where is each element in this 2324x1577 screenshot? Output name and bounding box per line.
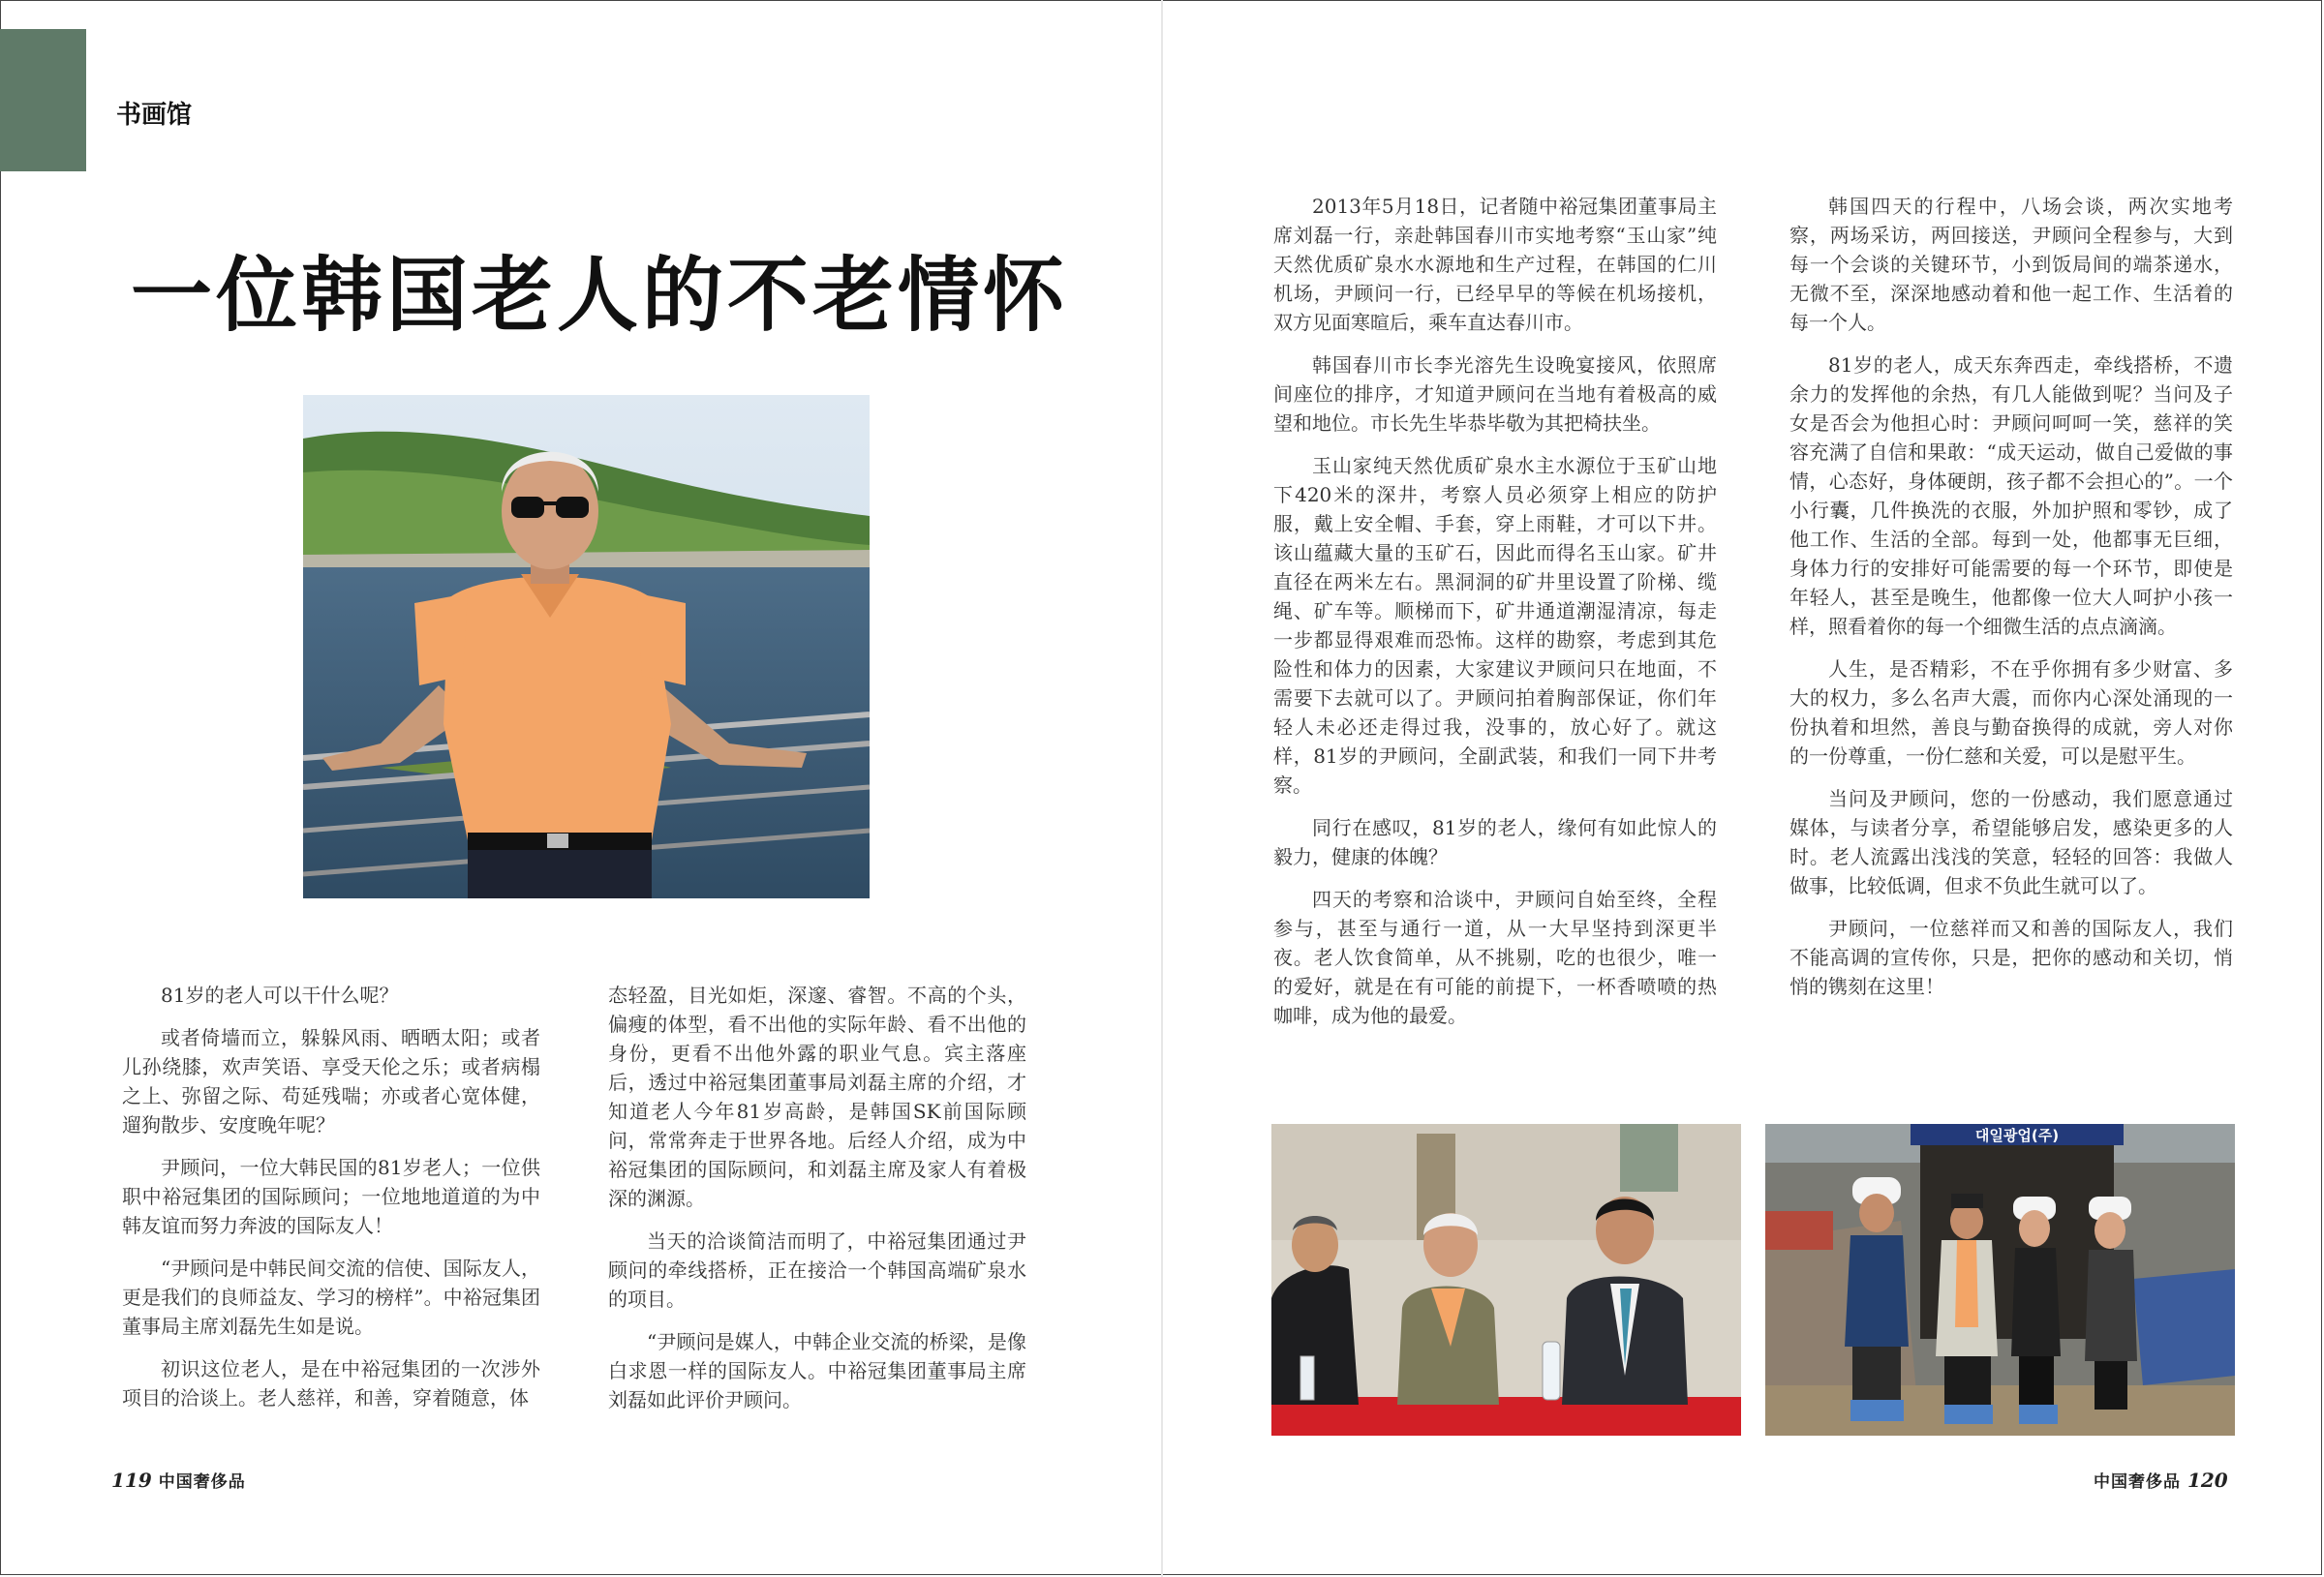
mine-sign-text: 대일광업(주)	[1974, 1127, 2060, 1144]
paragraph: 人生，是否精彩，不在乎你拥有多少财富、多大的权力，多么名声大震，而你内心深处涌现的一份执着和坦然，善良与勤奋换得的成就，旁人对你的一份尊重，一份仁慈和关爱，可以是慰平生。	[1789, 657, 2233, 768]
paragraph: 同行在感叹，81岁的老人，缘何有如此惊人的毅力，健康的体魄？	[1273, 816, 1717, 868]
mine-site-photo	[1765, 1124, 2235, 1436]
article-title: 一位韩国老人的不老情怀	[131, 247, 1069, 343]
right-column-2	[1789, 192, 2233, 1015]
footer-left	[111, 1468, 246, 1492]
paragraph: “尹顾问是中韩民间交流的信使、国际友人，更是我们的良师益友、学习的榜样”。中裕冠集团董事局主席刘磊先生如是说。	[122, 1257, 540, 1338]
paragraph: 当天的洽谈简洁而明了，中裕冠集团通过尹顾问的牵线搭桥，正在接洽一个韩国高端矿泉水的项目。	[608, 1229, 1026, 1311]
magazine-name: 中国奢侈品	[2094, 1472, 2181, 1492]
paragraph: “尹顾问是媒人，中韩企业交流的桥梁，是像白求恩一样的国际友人。中裕冠集团董事局主席刘磊如此评价尹顾问。	[608, 1330, 1026, 1411]
paragraph: 当问及尹顾问，您的一份感动，我们愿意通过媒体，与读者分享，希望能够启发，感染更多的人时。老人流露出浅浅的笑意，轻轻的回答：我做人做事，比较低调，但求不负此生就可以了。	[1789, 787, 2233, 897]
paragraph: 玉山家纯天然优质矿泉水主水源位于玉矿山地下420米的深井，考察人员必须穿上相应的防护服，戴上安全帽、手套，穿上雨鞋，才可以下井。该山蕴藏大量的玉矿石，因此而得名玉山家。矿井直径在两米左右。黑洞洞的矿井里设置了阶梯、缆绳、矿车等。顺梯而下，矿井通道潮湿清凉，每走一步都显得艰难而恐怖。这样的勘察，考虑到其危险性和体力的因素，大家建议尹顾问只在地面，不需要下去就可以了。尹顾问拍着胸部保证，你们年轻人未必还走得过我，没事的，放心好了。就这样，81岁的尹顾问，全副武装，和我们一同下井考察。	[1273, 454, 1717, 797]
paragraph: 2013年5月18日，记者随中裕冠集团董事局主席刘磊一行，亲赴韩国春川市实地考察“玉山家”纯天然优质矿泉水水源地和生产过程，在韩国的仁川机场，尹顾问一行，已经早早的等候在机场接机，双方见面寒暄后，乘车直达春川市。	[1273, 195, 1717, 334]
magazine-name: 中国奢侈品	[158, 1472, 246, 1492]
page-gutter	[1161, 0, 1163, 1577]
section-label: 书画馆	[116, 101, 193, 130]
page-number: 120	[2186, 1469, 2228, 1492]
paragraph: 初识这位老人，是在中裕冠集团的一次涉外项目的洽谈上。老人慈祥，和善，穿着随意，体	[122, 1357, 540, 1410]
paragraph: 四天的考察和洽谈中，尹顾问自始至终，全程参与，甚至与通行一道，从一大早坚持到深更半夜。老人饮食简单，从不挑剔，吃的也很少，唯一的爱好，就是在有可能的前提下，一杯香喷喷的热咖啡，成为他的最爱。	[1273, 888, 1717, 1027]
page-number: 119	[111, 1469, 152, 1492]
paragraph: 尹顾问，一位慈祥而又和善的国际友人，我们不能高调的宣传你，只是，把你的感动和关切，悄悄的镌刻在这里！	[1789, 917, 2233, 998]
paragraph: 韩国四天的行程中，八场会谈，两次实地考察，两场采访，两回接送，尹顾问全程参与，大到每一个会谈的关键环节，小到饭局间的端茶递水，无微不至，深深地感动着和他一起工作、生活着的每一个人。	[1789, 195, 2233, 334]
paragraph: 韩国春川市长李光溶先生设晚宴接风，依照席间座位的排序，才知道尹顾问在当地有着极高的威望和地位。市长先生毕恭毕敬为其把椅扶坐。	[1273, 353, 1717, 435]
paragraph: 或者倚墙而立，躲躲风雨、晒晒太阳；或者儿孙绕膝，欢声笑语、享受天伦之乐；或者病榻之上、弥留之际、苟延残喘；亦或者心宽体健，遛狗散步、安度晚年呢？	[122, 1026, 540, 1137]
left-column-1	[122, 981, 540, 1426]
section-color-tab	[0, 29, 86, 171]
paragraph: 尹顾问，一位大韩民国的81岁老人；一位供职中裕冠集团的国际顾问；一位地地道道的为中韩友谊而努力奔波的国际友人！	[122, 1156, 540, 1237]
portrait-photo	[303, 395, 870, 898]
right-column-1	[1273, 192, 1717, 1044]
paragraph: 81岁的老人，成天东奔西走，牵线搭桥，不遗余力的发挥他的余热，有几人能做到呢？当问及子女是否会为他担心时：尹顾问呵呵一笑，慈祥的笑容充满了自信和果敢：“成天运动，做自己爱做的事情，心态好，身体硬朗，孩子都不会担心的”。一个小行囊，几件换洗的衣服，外加护照和零钞，成了他工作、生活的全部。每到一处，他都事无巨细，身体力行的安排好可能需要的每一个环节，即使是年轻人，甚至是晚生，他都像一位大人呵护小孩一样，照看着你的每一个细微生活的点点滴滴。	[1789, 353, 2233, 638]
dinner-photo	[1271, 1124, 1741, 1436]
paragraph: 81岁的老人可以干什么呢？	[161, 984, 399, 1007]
left-column-2	[608, 981, 1026, 1428]
paragraph: 态轻盈，目光如炬，深邃、睿智。不高的个头，偏瘦的体型，看不出他的实际年龄、看不出他的身份，更看不出他外露的职业气息。宾主落座后，透过中裕冠集团董事局刘磊主席的介绍，才知道老人今年81岁高龄，是韩国SK前国际顾问，常常奔走于世界各地。后经人介绍，成为中裕冠集团的国际顾问，和刘磊主席及家人有着极深的渊源。	[608, 984, 1026, 1210]
footer-right	[2094, 1468, 2228, 1492]
